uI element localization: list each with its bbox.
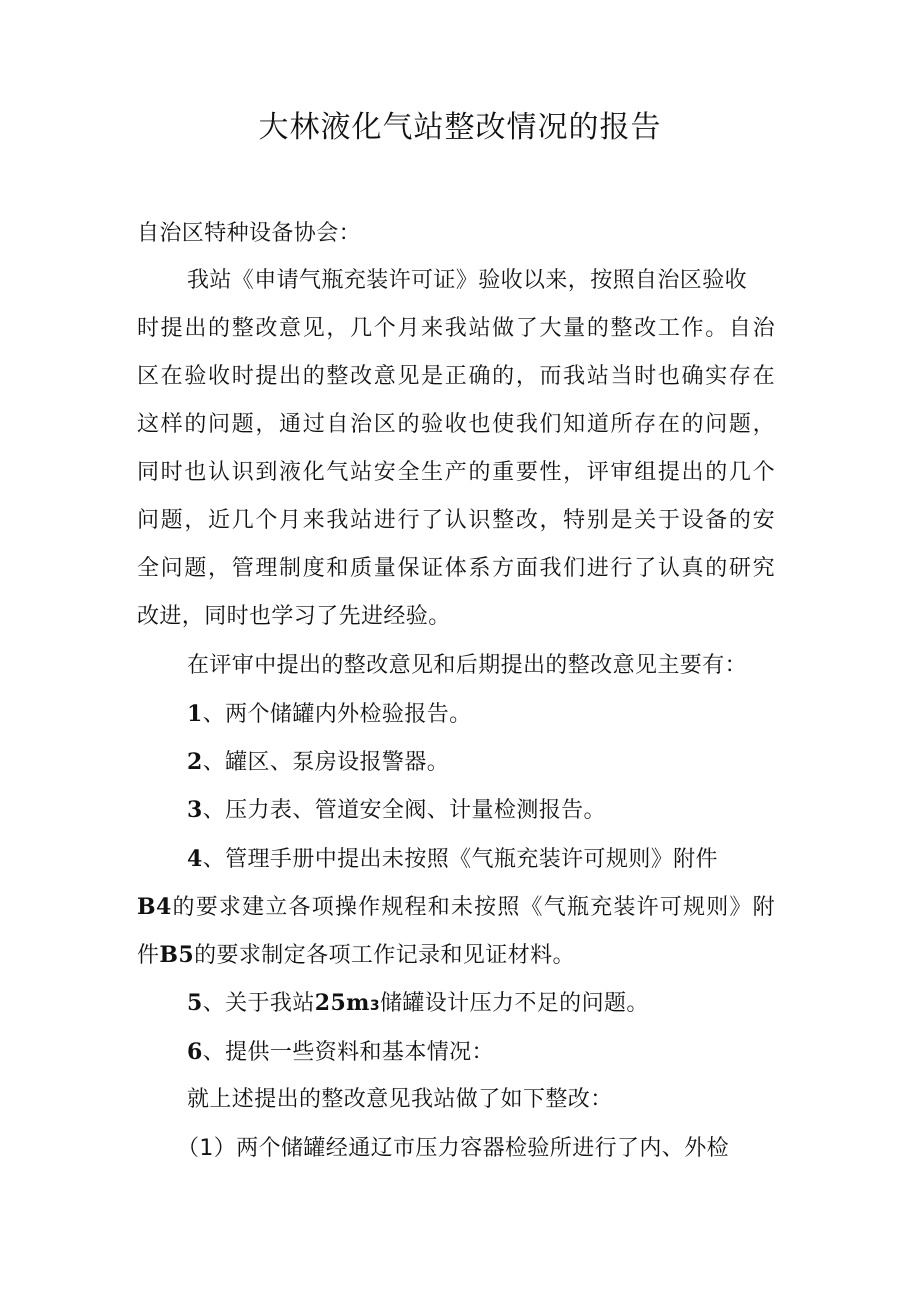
item4-code-b5: B5 [159,942,195,968]
item1-number: 1 [187,701,203,727]
item4-number: 4 [187,846,203,872]
para1-line-7: 全问题，管理制度和质量保证体系方面我们进行了认真的研究 [137,556,775,581]
item5-number: 5 [187,990,203,1016]
item4-text-1: 、管理手册中提出未按照《气瓶充装许可规则》附件 [202,847,718,872]
para3: 就上述提出的整改意见我站做了如下整改： [187,1087,613,1112]
para1-line-8: 改进，同时也学习了先进经验。 [137,604,451,629]
item2-text: 、罐区、泵房设报警器。 [202,750,450,775]
list-item-3 [187,794,606,827]
para1-line-5: 同时也认识到液化气站安全生产的重要性，评审组提出的几个 [137,460,775,485]
item6-number: 6 [187,1039,203,1065]
para4 [177,1133,729,1165]
para1-line-6: 问题，近几个月来我站进行了认识整改，特别是关于设备的安 [137,508,775,533]
item3-number: 3 [187,797,203,823]
para1-line-3: 区在验收时提出的整改意见是正确的，而我站当时也确实存在 [137,364,775,389]
list-item-4-line-3 [137,939,575,972]
item4-text-3-pre: 件 [137,943,160,968]
item1-text: 、两个储罐内外检验报告。 [202,702,472,727]
list-item-6 [187,1036,494,1069]
list-item-1 [187,698,472,731]
list-item-4-line-1 [187,843,718,876]
para1-line-2: 时提出的整改意见，几个月来我站做了大量的整改工作。自治 [137,316,775,341]
item2-number: 2 [187,749,203,775]
item5-volume-unit-exponent: 3 [369,998,380,1014]
para2: 在评审中提出的整改意见和后期提出的整改意见主要有： [187,653,748,678]
para4-text: 两个储罐经通辽市压力容器检验所进行了内、外检 [236,1136,730,1161]
document-title: 大林液化气站整改情况的报告 [258,110,662,145]
list-item-4-line-2 [137,891,775,924]
item4-text-3-post: 的要求制定各项工作记录和见证材料。 [194,943,575,968]
item5-text-pre: 、关于我站 [202,991,315,1016]
item6-text: 、提供一些资料和基本情况： [202,1040,494,1065]
item5-text-post: 储罐设计压力不足的问题。 [379,991,649,1016]
item5-volume: 25m [314,990,370,1016]
para1-line-4: 这样的问题，通过自治区的验收也使我们知道所存在的问题， [137,412,775,437]
para1-line-1: 我站《申请气瓶充装许可证》验收以来，按照自治区验收 [187,268,748,293]
item4-code-b4: B4 [137,894,172,920]
para4-prefix: （1） [177,1136,237,1161]
item4-text-2: 的要求建立各项操作规程和未按照《气瓶充装许可规则》附 [171,895,775,920]
item3-text: 、压力表、管道安全阀、计量检测报告。 [202,798,606,823]
list-item-2 [187,746,449,779]
list-item-5 [187,987,649,1022]
salutation: 自治区特种设备协会： [137,221,362,246]
